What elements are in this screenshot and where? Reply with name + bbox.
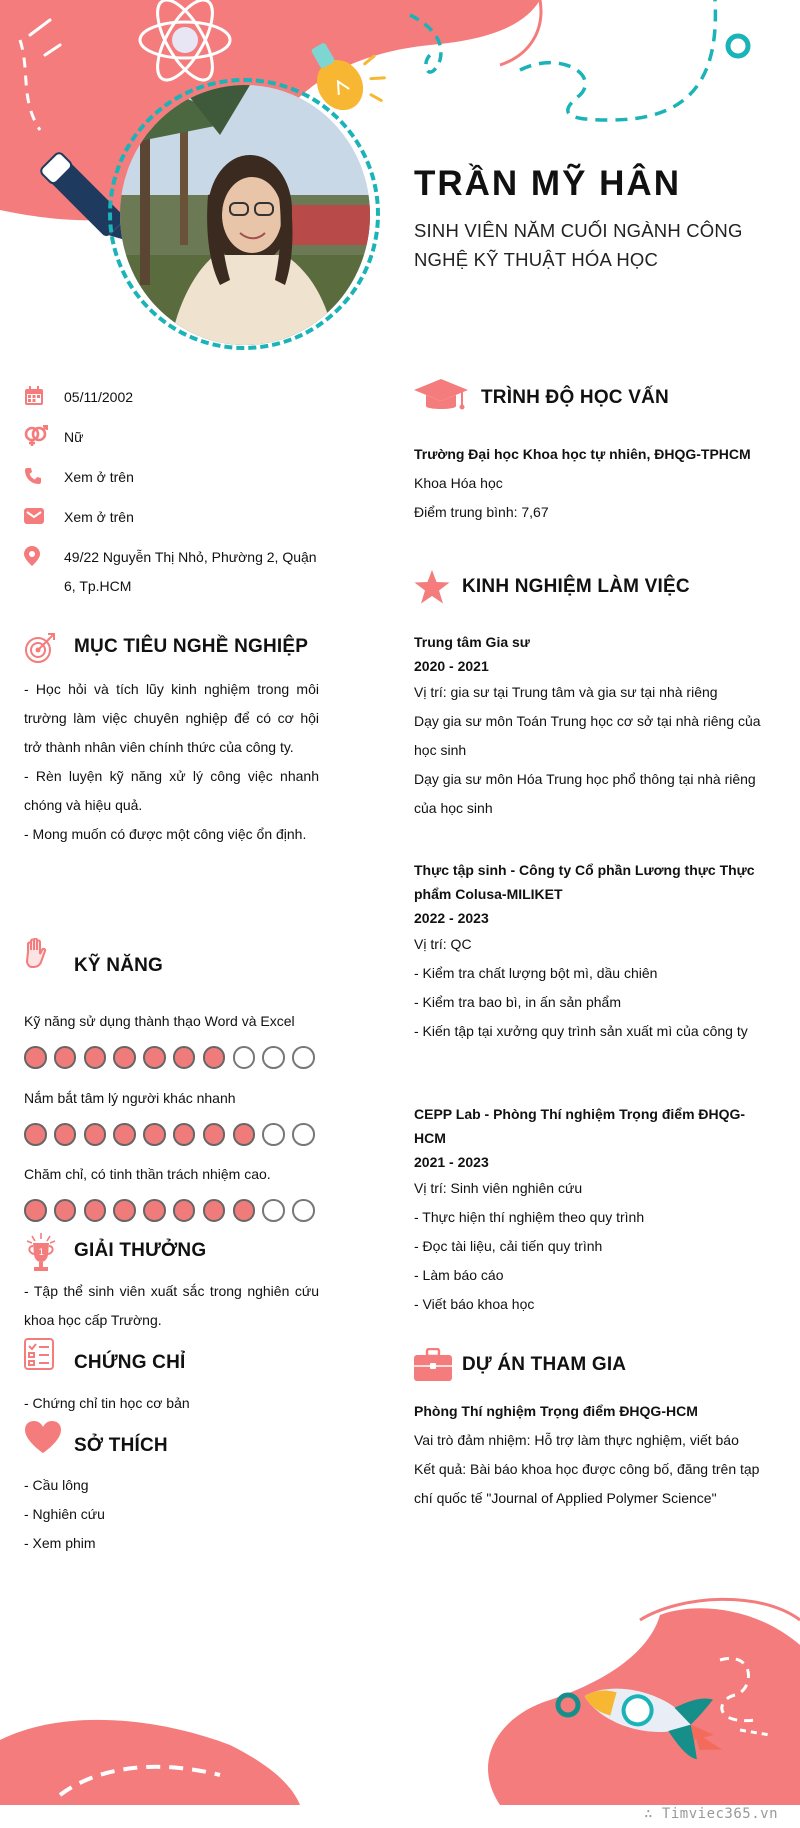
skill-label: Kỹ năng sử dụng thành thạo Word và Excel xyxy=(24,1013,295,1029)
rating-dot-filled xyxy=(84,1123,107,1146)
rating-dot-filled xyxy=(233,1123,256,1146)
experience-detail: - Viết báo khoa học xyxy=(414,1296,535,1312)
rating-dot-empty xyxy=(292,1123,315,1146)
skill-rating xyxy=(24,1199,315,1222)
rating-dot-filled xyxy=(84,1199,107,1222)
target-icon xyxy=(24,632,56,669)
rating-dot-filled xyxy=(113,1046,136,1069)
rating-dot-empty xyxy=(262,1046,285,1069)
gender-icon xyxy=(24,423,64,447)
phone-row xyxy=(24,463,324,492)
objective-title: MỤC TIÊU NGHỀ NGHIỆP xyxy=(74,636,309,657)
experience-period: 2020 - 2021 xyxy=(414,658,489,674)
checklist-icon xyxy=(24,1338,54,1375)
gender-value: Nữ xyxy=(64,429,84,445)
star-icon xyxy=(414,570,450,609)
rating-dot-filled xyxy=(24,1046,47,1069)
experience-detail: Dạy gia sư môn Hóa Trung học phổ thông tại nhà riêng của học sinh xyxy=(414,771,756,816)
rating-dot-filled xyxy=(143,1199,166,1222)
briefcase-icon xyxy=(414,1348,452,1387)
rating-dot-filled xyxy=(173,1123,196,1146)
experience-company: Thực tập sinh - Công ty Cổ phần Lương thực Thực phẩm Colusa-MILIKET xyxy=(414,862,755,902)
svg-text:1: 1 xyxy=(38,1248,45,1258)
heart-icon xyxy=(24,1420,62,1459)
experience-detail: - Thực hiện thí nghiệm theo quy trình xyxy=(414,1209,645,1225)
certificates-title: CHỨNG CHỈ xyxy=(74,1352,186,1373)
education-school: Trường Đại học Khoa học tự nhiên, ĐHQG-TPHCM xyxy=(414,446,751,462)
awards-text: - Tập thể sinh viên xuất sắc trong nghiên cứu khoa học cấp Trường. xyxy=(24,1283,319,1328)
experience-detail: - Kiểm tra bao bì, in ấn sản phẩm xyxy=(414,994,621,1010)
education-title: TRÌNH ĐỘ HỌC VẤN xyxy=(481,387,669,408)
education-gpa: Điểm trung bình: 7,67 xyxy=(414,504,549,520)
location-icon xyxy=(24,543,64,567)
skills-title: KỸ NĂNG xyxy=(74,955,164,976)
experience-detail: Vị trí: gia sư tại Trung tâm và gia sư tại nhà riêng xyxy=(414,684,718,700)
rating-dot-filled xyxy=(54,1199,77,1222)
objective-line: - Học hỏi và tích lũy kinh nghiệm trong môi trường làm việc chuyên nghiệp để có cơ hội trở thành nhân viên chính thức của công ty. - Rèn luyện kỹ năng xử lý công việc nhanh chóng và hiệu quả. - Mong muốn có được một công việc ổn định. xyxy=(24,681,319,842)
skill-rating xyxy=(24,1046,315,1069)
project-block xyxy=(414,1397,772,1513)
hobbies-list xyxy=(24,1471,319,1558)
candidate-role: SINH VIÊN NĂM CUỐI NGÀNH CÔNG NGHỆ KỸ THUẬT HÓA HỌC xyxy=(414,220,743,270)
education-faculty: Khoa Hóa học xyxy=(414,475,503,491)
mail-icon xyxy=(24,503,64,527)
rating-dot-filled xyxy=(203,1046,226,1069)
skill-rating xyxy=(24,1123,315,1146)
experience-title: KINH NGHIỆM LÀM VIỆC xyxy=(462,576,690,597)
email-row xyxy=(24,503,324,532)
awards-title: GIẢI THƯỞNG xyxy=(74,1240,207,1261)
email-value: Xem ở trên xyxy=(64,509,134,525)
calendar-icon xyxy=(24,383,64,407)
rating-dot-filled xyxy=(54,1046,77,1069)
address-value: 49/22 Nguyễn Thị Nhỏ, Phường 2, Quận 6, Tp.HCM xyxy=(64,549,317,594)
rating-dot-filled xyxy=(203,1123,226,1146)
experience-detail: Dạy gia sư môn Toán Trung học cơ sở tại nhà riêng của học sinh xyxy=(414,713,761,758)
rating-dot-empty xyxy=(262,1123,285,1146)
address-row xyxy=(24,543,324,601)
hobby-item: - Xem phim xyxy=(24,1535,96,1551)
birthday-row xyxy=(24,383,324,412)
rating-dot-empty xyxy=(233,1046,256,1069)
graduation-cap-icon xyxy=(414,378,468,419)
rating-dot-filled xyxy=(113,1123,136,1146)
skill-label: Chăm chỉ, có tinh thần trách nhiệm cao. xyxy=(24,1166,271,1182)
hobby-item: - Nghiên cứu xyxy=(24,1506,105,1522)
rating-dot-filled xyxy=(233,1199,256,1222)
rating-dot-filled xyxy=(84,1046,107,1069)
project-name: Phòng Thí nghiệm Trọng điểm ĐHQG-HCM xyxy=(414,1403,698,1419)
education-block xyxy=(414,440,772,527)
phone-icon xyxy=(24,463,64,487)
rating-dot-filled xyxy=(54,1123,77,1146)
experience-detail: - Kiến tập tại xưởng quy trình sản xuất mì của công ty xyxy=(414,1023,748,1039)
footer-decoration xyxy=(0,1590,800,1828)
experience-detail: Vị trí: QC xyxy=(414,936,472,952)
experience-company: CEPP Lab - Phòng Thí nghiệm Trọng điểm ĐHQG-HCM xyxy=(414,1106,746,1146)
skill-label: Nắm bắt tâm lý người khác nhanh xyxy=(24,1090,236,1106)
rating-dot-filled xyxy=(173,1046,196,1069)
rating-dot-filled xyxy=(113,1199,136,1222)
experience-item xyxy=(414,858,772,1046)
experience-period: 2022 - 2023 xyxy=(414,910,489,926)
hobbies-title: SỞ THÍCH xyxy=(74,1435,168,1456)
birthday-value: 05/11/2002 xyxy=(64,389,134,405)
candidate-name: TRẦN MỸ HÂN xyxy=(414,164,681,203)
rating-dot-filled xyxy=(24,1199,47,1222)
experience-detail: Vị trí: Sinh viên nghiên cứu xyxy=(414,1180,583,1196)
experience-detail: - Kiểm tra chất lượng bột mì, dầu chiên xyxy=(414,965,658,981)
experience-period: 2021 - 2023 xyxy=(414,1154,489,1170)
experience-detail: - Làm báo cáo xyxy=(414,1267,504,1283)
rating-dot-empty xyxy=(262,1199,285,1222)
certificates-text: - Chứng chỉ tin học cơ bản xyxy=(24,1395,190,1411)
project-result: Kết quả: Bài báo khoa học được công bố, đăng trên tạp chí quốc tế "Journal of Applied Polymer Science" xyxy=(414,1461,760,1506)
trophy-icon xyxy=(24,1233,58,1278)
rating-dot-filled xyxy=(24,1123,47,1146)
hobby-item: - Cầu lông xyxy=(24,1477,89,1493)
watermark: ∴ Timviec365.vn xyxy=(644,1806,778,1822)
phone-value: Xem ở trên xyxy=(64,469,134,485)
gender-row xyxy=(24,423,324,452)
objective-text xyxy=(24,675,319,849)
projects-title: DỰ ÁN THAM GIA xyxy=(462,1354,627,1375)
hand-icon xyxy=(24,938,48,975)
rating-dot-filled xyxy=(143,1123,166,1146)
rating-dot-empty xyxy=(292,1199,315,1222)
rating-dot-empty xyxy=(292,1046,315,1069)
rating-dot-filled xyxy=(143,1046,166,1069)
experience-item xyxy=(414,630,772,823)
rating-dot-filled xyxy=(173,1199,196,1222)
avatar xyxy=(120,85,370,345)
experience-detail: - Đọc tài liệu, cải tiến quy trình xyxy=(414,1238,603,1254)
project-role: Vai trò đảm nhiệm: Hỗ trợ làm thực nghiệm, viết báo xyxy=(414,1432,739,1448)
rating-dot-filled xyxy=(203,1199,226,1222)
experience-company: Trung tâm Gia sư xyxy=(414,634,530,650)
experience-item xyxy=(414,1102,772,1319)
